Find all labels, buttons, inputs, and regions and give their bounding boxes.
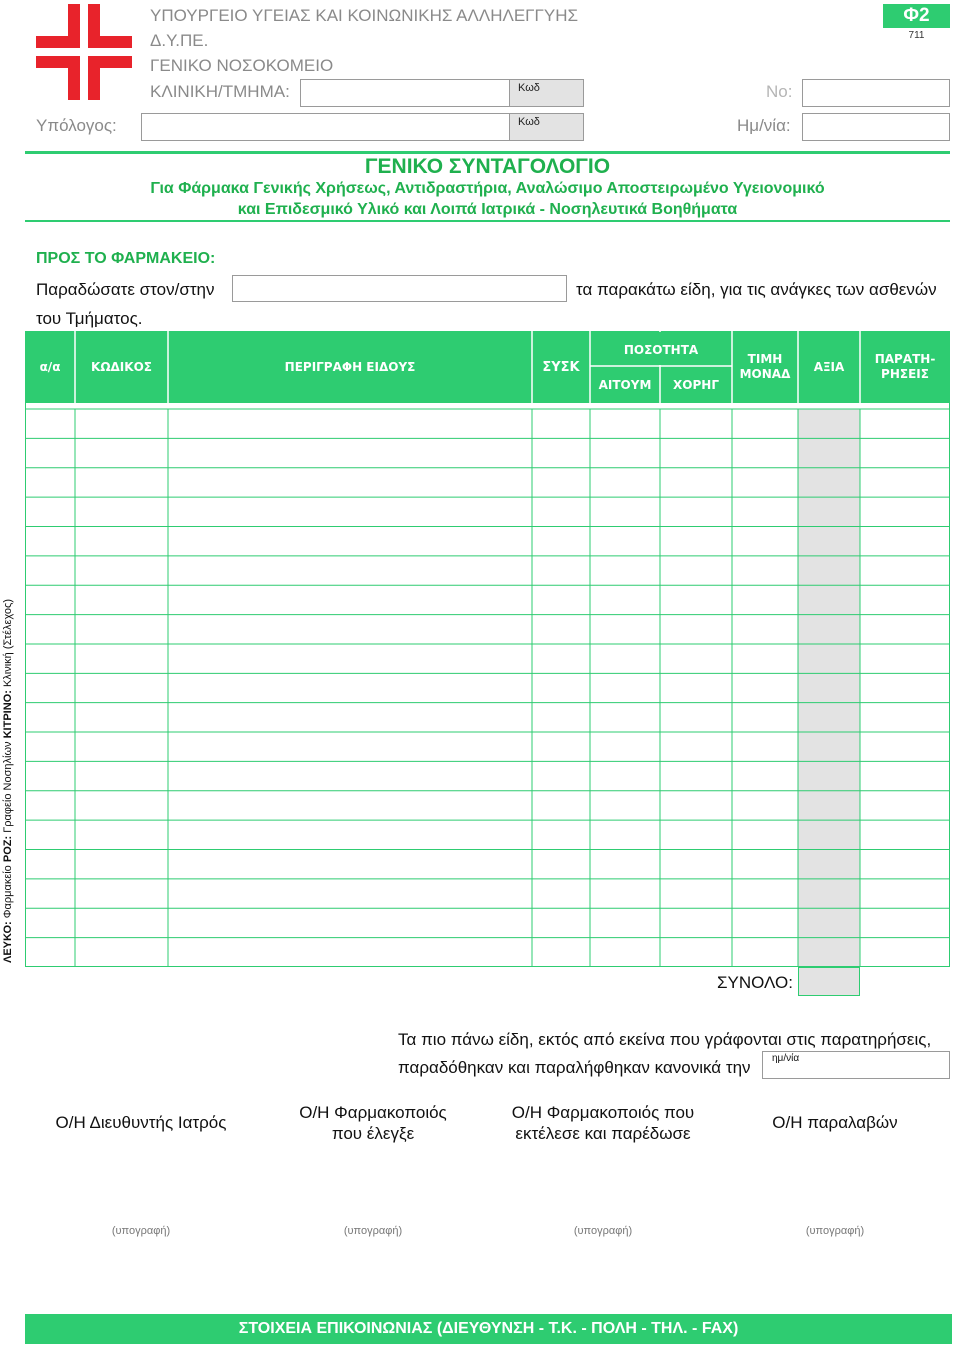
form-subtitle-1: Για Φάρμακα Γενικής Χρήσεως, Αντιδραστήρια, Αναλώσιμο Αποστειρωμένο Υγειονομικό — [150, 180, 825, 197]
pink-copy-text: Γραφείο Νοσηλίων — [2, 741, 14, 833]
header-unit-price-2: ΜΟΝΑΔ — [739, 367, 791, 381]
header-remarks-1: ΠΑΡΑΤΗ- — [874, 352, 936, 366]
date-input[interactable] — [802, 113, 950, 141]
form-number: 711 — [908, 30, 925, 41]
total-value-field[interactable] — [798, 967, 860, 996]
number-label: Νο: — [766, 82, 793, 101]
header-value: ΑΞΙΑ — [813, 360, 845, 374]
department-text: του Τμήματος. — [36, 309, 143, 328]
responsible-input[interactable] — [141, 113, 510, 141]
signature-dispensing-pharmacist — [492, 1102, 714, 1144]
deliver-label: Παραδώσατε στον/στην — [36, 280, 215, 299]
header-package: ΣΥΣΚ — [542, 360, 580, 375]
items-table — [25, 331, 950, 967]
title-top-rule — [25, 151, 950, 154]
form-subtitle-2: και Επιδεσμικό Υλικό και Λοιπά Ιατρικά - Νοσηλευτικά Βοηθήματα — [237, 201, 738, 218]
signature-receiver — [724, 1112, 946, 1133]
responsible-code-field[interactable]: Κωδ — [509, 113, 584, 141]
table-grid — [25, 331, 950, 967]
header-granted: ΧΟΡΗΓ — [673, 378, 719, 392]
total-label: ΣΥΝΟΛΟ: — [717, 973, 793, 992]
copy-distribution-note — [0, 553, 16, 963]
signature-checking-title-1: Ο/Η Φαρμακοποιός — [299, 1103, 447, 1122]
health-region: Δ.Υ.ΠΕ. — [150, 31, 209, 50]
needs-text: τα παρακάτω είδη, για τις ανάγκες των ασθενών — [576, 280, 937, 299]
title-bottom-rule — [25, 220, 950, 222]
clinic-label: ΚΛΙΝΙΚΗ/ΤΜΗΜΑ: — [150, 82, 290, 101]
contact-footer: ΣΤΟΙΧΕΙΑ ΕΠΙΚΟΙΝΩΝΙΑΣ (ΔΙΕΥΘΥΝΣΗ - Τ.Κ. - ΠΟΛΗ - ΤΗΛ. - FAX) — [25, 1314, 952, 1344]
signature-receiver-title: Ο/Η παραλαβών — [772, 1113, 898, 1132]
ministry-name: ΥΠΟΥΡΓΕΙΟ ΥΓΕΙΑΣ ΚΑΙ ΚΟΙΝΩΝΙΚΗΣ ΑΛΛΗΛΕΓΓΥΗΣ — [150, 6, 579, 25]
date-label: Ημ/νία: — [737, 116, 791, 135]
header-remarks-2: ΡΗΣΕΙΣ — [881, 367, 929, 381]
clinic-code-field[interactable]: Κωδ — [509, 79, 584, 107]
recipient-input[interactable] — [232, 275, 567, 302]
signature-checking-pharmacist — [262, 1102, 484, 1144]
header-description: ΠΕΡΙΓΡΑΦΗ ΕΙΔΟΥΣ — [284, 360, 416, 374]
signature-dispensing-title-1: Ο/Η Φαρμακοποιός που — [511, 1103, 695, 1122]
form-code-badge: Φ2 — [883, 4, 950, 28]
signature-line-checking[interactable]: (υπογραφή) — [343, 1225, 403, 1237]
confirmation-line-1: Τα πιο πάνω είδη, εκτός από εκείνα που γράφονται στις παρατηρήσεις, — [398, 1030, 932, 1049]
yellow-copy-text: Κλινική (Στέλεχος) — [2, 598, 14, 688]
header-requested: ΑΙΤΟΥΜ — [598, 378, 652, 392]
yellow-copy-label: ΚΙΤΡΙΝΟ: — [2, 690, 14, 739]
clinic-input[interactable] — [300, 79, 510, 107]
signature-dispensing-title-2: εκτέλεσε και παρέδωσε — [515, 1124, 691, 1143]
hospital-cross-logo — [36, 4, 132, 100]
header-code: ΚΩΔΙΚΟΣ — [91, 360, 152, 374]
confirmation-line-2: παραδόθηκαν και παραλήφθηκαν κανονικά την — [398, 1058, 751, 1077]
form-title: ΓΕΝΙΚΟ ΣΥΝΤΑΓΟΛΟΓΙΟ — [364, 155, 611, 178]
responsible-label: Υπόλογος: — [36, 116, 117, 135]
signature-line-director[interactable]: (υπογραφή) — [111, 1225, 171, 1237]
pink-copy-label: ΡΟΖ: — [2, 835, 14, 863]
white-copy-label: ΛΕΥΚΟ: — [2, 921, 14, 963]
signature-checking-title-2: που έλεγξε — [331, 1124, 415, 1143]
header-quantity: ΠΟΣΟΤΗΤΑ — [623, 343, 699, 357]
header-aa: α/α — [39, 360, 61, 374]
delivery-date-field[interactable] — [762, 1051, 950, 1079]
hospital-name: ΓΕΝΙΚΟ ΝΟΣΟΚΟΜΕΙΟ — [150, 56, 334, 75]
white-copy-text: Φαρμακείο — [2, 865, 14, 919]
signature-director — [30, 1112, 252, 1133]
header-unit-price-1: ΤΙΜΗ — [747, 352, 783, 366]
delivery-date-label: ημ/νία — [772, 1053, 800, 1064]
pharmacy-heading: ΠΡΟΣ ΤΟ ΦΑΡΜΑΚΕΙΟ: — [36, 250, 216, 267]
number-input[interactable] — [802, 79, 950, 107]
signature-line-dispensing[interactable]: (υπογραφή) — [573, 1225, 633, 1237]
signature-director-title: Ο/Η Διευθυντής Ιατρός — [55, 1113, 227, 1132]
signature-line-receiver[interactable]: (υπογραφή) — [805, 1225, 865, 1237]
